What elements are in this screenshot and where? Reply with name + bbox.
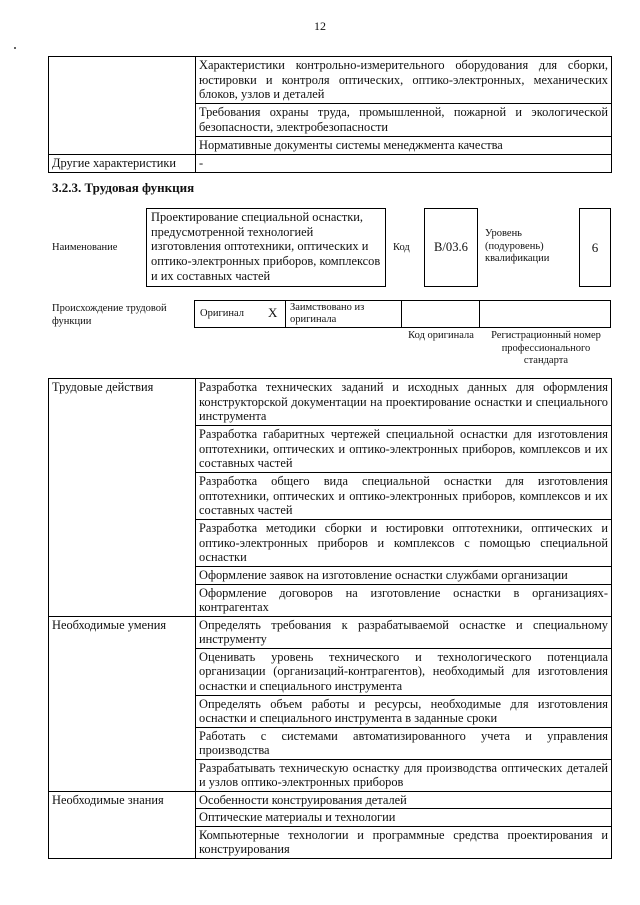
table-cell: Компьютерные технологии и программные средства проектирования и конструирования	[196, 826, 612, 858]
table-cell: Характеристики контрольно-измерительного оборудования для сборки, юстировки и контроля оптических, оптико-электронных, механических блоков, узлов и деталей	[196, 57, 612, 104]
level-value-box	[579, 208, 611, 287]
divider	[479, 300, 480, 328]
page-number: 12	[314, 19, 326, 33]
row-label-cell: Трудовые действия	[49, 379, 196, 617]
code-label: Код	[393, 242, 410, 253]
table-row	[49, 791, 612, 809]
table-cell: Работать с системами автоматизированного учета и управления производства	[196, 727, 612, 759]
table-cell: Разработка технических заданий и исходных данных для оформления конструкторской документации на проектирование оснастки и специального инструмента	[196, 379, 612, 426]
function-details-table	[48, 378, 612, 859]
row-label-cell	[49, 57, 196, 155]
origin-row	[194, 300, 611, 328]
original-mark: X	[268, 305, 278, 320]
borrowed-label: Заимствовано из оригинала	[290, 302, 365, 325]
table-cell: Разработка методики сборки и юстировки оптотехники, оптических и оптико-электронных приборов и комплексов с помощью специальной оснастки	[196, 520, 612, 567]
function-name-box	[146, 208, 386, 287]
table-row	[49, 379, 612, 426]
origin-label: Происхождение трудовой функции	[52, 303, 167, 327]
divider	[285, 300, 286, 328]
table-cell: Разработка общего вида специальной оснастки для изготовления оптотехники, оптических и оптико-электронных приборов, комплексов и их составных частей	[196, 473, 612, 520]
table-cell: Разрабатывать техническую оснастку для производства оптических деталей и узлов оптико-электронных приборов	[196, 759, 612, 791]
characteristics-table	[48, 56, 612, 173]
table-cell: Определять требования к разрабатываемой оснастке и специальному инструменту	[196, 616, 612, 648]
table-cell: Определять объем работы и ресурсы, необходимые для изготовления оснастки и специального инструмента в заданные сроки	[196, 695, 612, 727]
function-name-value: Проектирование специальной оснастки, предусмотренной технологией изготовления оптотехники, оптических и оптико-электронных приборов, комплексов и их составных частей	[151, 210, 381, 283]
table-cell: Разработка габаритных чертежей специальной оснастки для изготовления оптотехники, оптических и оптико-электронных приборов, комплексов и их составных частей	[196, 426, 612, 473]
level-label: Уровень (подуровень) квалификации	[485, 228, 550, 264]
table-row	[49, 155, 612, 173]
original-label: Оригинал	[200, 308, 244, 319]
table-row	[49, 57, 612, 104]
table-cell: Оформление договоров на изготовление оснастки в организациях-контрагентах	[196, 584, 612, 616]
table-cell: Оформление заявок на изготовление оснастки службами организации	[196, 567, 612, 585]
table-cell: Оценивать уровень технического и технологического потенциала организации (организаций-контрагентов), необходимый для изготовления оснастки и специального инструмента	[196, 648, 612, 695]
table-cell: Требования охраны труда, промышленной, пожарной и экологической безопасности, электробезопасности	[196, 104, 612, 137]
table-cell: -	[196, 155, 612, 173]
reg-number-caption: Регистрационный номер профессионального стандарта	[491, 330, 601, 366]
code-value-box	[424, 208, 478, 287]
section-title: 3.2.3. Трудовая функция	[52, 180, 195, 195]
table-cell: Оптические материалы и технологии	[196, 809, 612, 827]
table-row	[49, 616, 612, 648]
divider	[401, 300, 402, 328]
code-value: B/03.6	[434, 240, 468, 254]
table-cell: Нормативные документы системы менеджмента качества	[196, 137, 612, 155]
row-label-cell: Необходимые знания	[49, 791, 196, 858]
table-cell: Особенности конструирования деталей	[196, 791, 612, 809]
level-value: 6	[591, 239, 599, 255]
code-original-caption: Код оригинала	[408, 330, 474, 341]
row-label-cell: Другие характеристики	[49, 155, 196, 173]
margin-mark	[14, 47, 16, 49]
name-label: Наименование	[52, 242, 118, 253]
row-label-cell: Необходимые умения	[49, 616, 196, 791]
